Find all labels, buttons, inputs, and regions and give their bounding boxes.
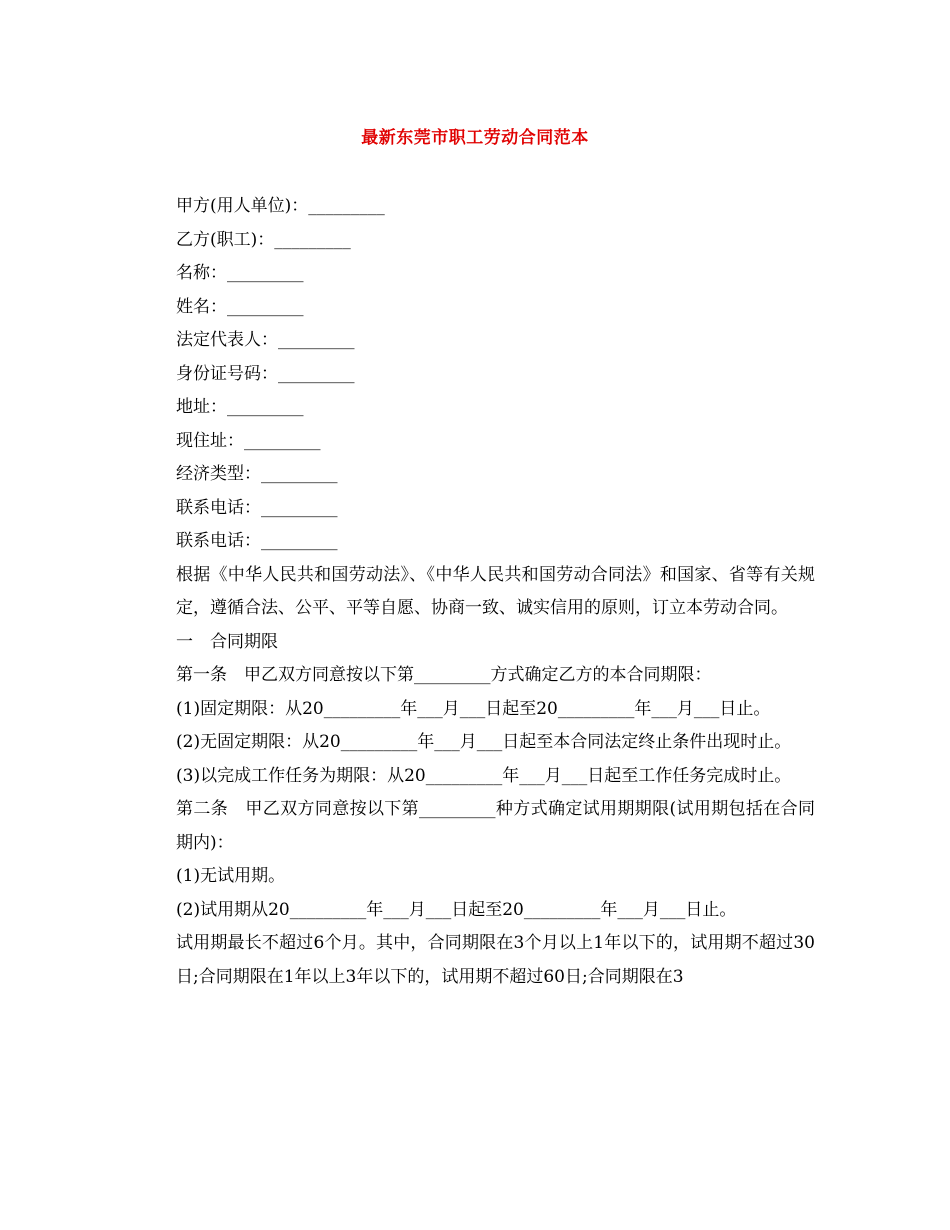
- field-party-b: 乙方(职工)：_________: [176, 229, 351, 250]
- article-2-item-1: (1)无试用期。: [176, 866, 286, 886]
- field-person-name: 姓名：_________: [176, 296, 304, 317]
- field-address: 地址：_________: [176, 397, 304, 417]
- article-1-item-3: (3)以完成工作任务为期限：从20_________年___月___日起至工作任务完成时止。: [176, 765, 792, 786]
- article-2-item-2: (2)试用期从20_________年___月___日起至20_________年___月___日止。: [176, 899, 737, 920]
- article-1-item-1: (1)固定期限：从20_________年___月___日起至20_________年___月___日止。: [176, 698, 771, 719]
- field-party-a: 甲方(用人单位)：_________: [176, 196, 385, 216]
- field-legal-representative: 法定代表人：_________: [176, 330, 355, 350]
- document-title: 最新东莞市职工劳动合同范本: [361, 128, 589, 148]
- article-1-item-2: (2)无固定期限：从20_________年___月___日起至本合同法定终止条件出现时止。: [176, 732, 792, 752]
- field-name: 名称：_________: [176, 263, 304, 283]
- field-phone-1: 联系电话：_________: [176, 497, 338, 518]
- section-heading-contract-term: 一 合同期限: [176, 631, 278, 652]
- field-current-address: 现住址：_________: [176, 430, 321, 451]
- field-phone-2: 联系电话：_________: [176, 531, 338, 551]
- field-economic-type: 经济类型：_________: [176, 464, 338, 484]
- probation-note: 试用期最长不超过6个月。其中，合同期限在3个月以上1年以下的，试用期不超过30日;合同期限在1年以上3年以下的，试用期不超过60日;合同期限在3: [176, 933, 815, 987]
- field-id-number: 身份证号码：_________: [176, 363, 355, 384]
- article-1: 第一条 甲乙双方同意按以下第_________方式确定乙方的本合同期限：: [176, 665, 712, 685]
- preamble-paragraph: 根据《中华人民共和国劳动法》、《中华人民共和国劳动合同法》和国家、省等有关规定，遵循合法、公平、平等自愿、协商一致、诚实信用的原则，订立本劳动合同。: [176, 564, 815, 618]
- article-2: 第二条 甲乙双方同意按以下第_________种方式确定试用期期限(试用期包括在合同期内)：: [176, 799, 815, 853]
- document-body: [139, 190, 815, 994]
